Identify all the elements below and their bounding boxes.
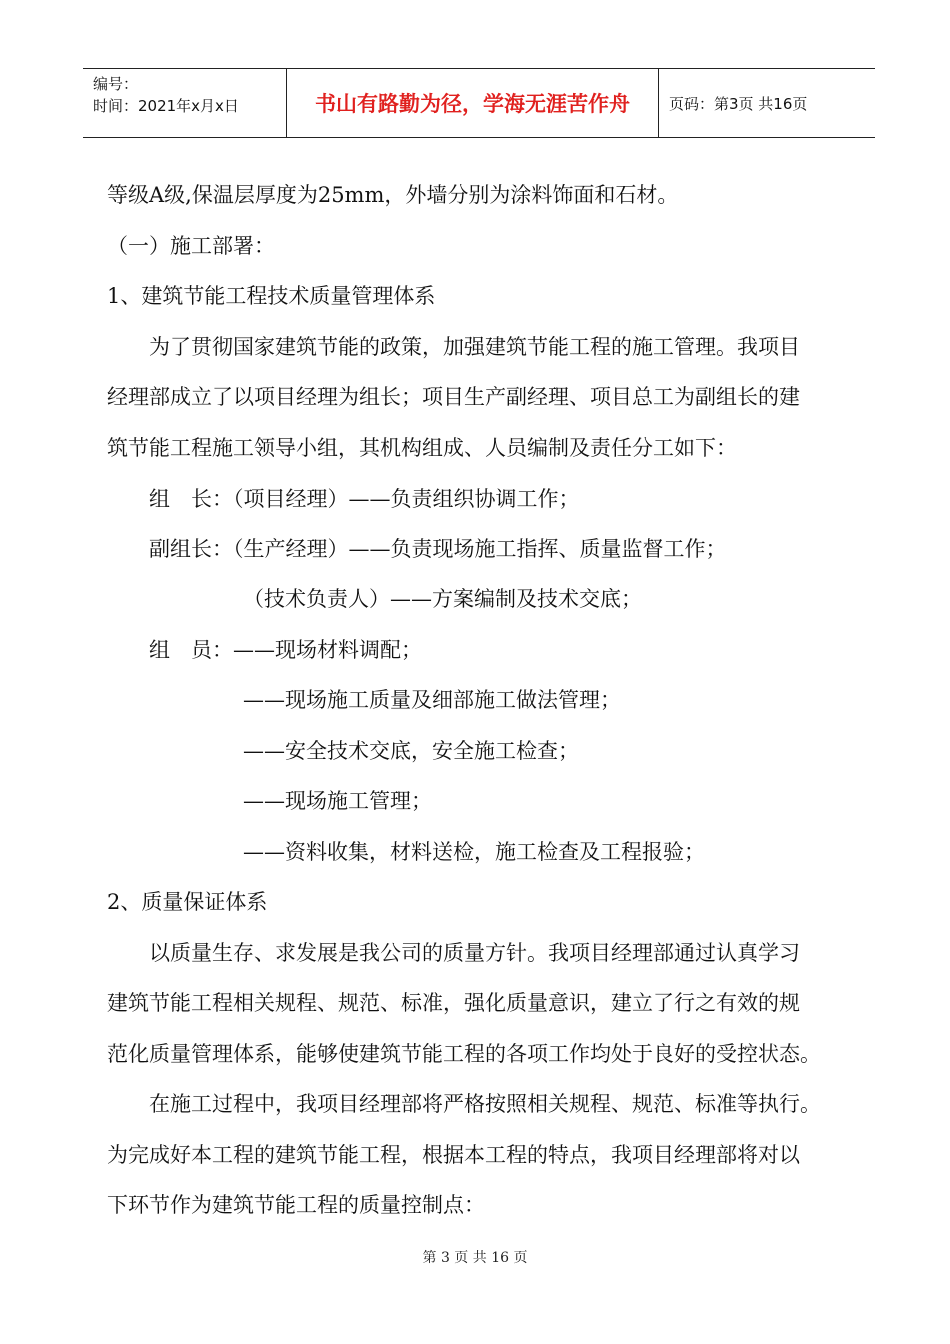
- role-line: 组 员：——现场材料调配；: [149, 638, 422, 662]
- header-meta: [83, 69, 286, 137]
- body-line: 为完成好本工程的建筑节能工程，根据本工程的特点，我项目经理部将对以: [107, 1143, 800, 1167]
- body-line: 下环节作为建筑节能工程的质量控制点：: [107, 1193, 485, 1217]
- role-line: 副组长：（生产经理）——负责现场施工指挥、质量监督工作；: [149, 537, 727, 561]
- page-header: [83, 68, 875, 138]
- body-line: 以质量生存、求发展是我公司的质量方针。我项目经理部通过认真学习: [149, 941, 800, 965]
- body-line: 等级A级,保温层厚度为25mm，外墙分别为涂料饰面和石材。: [107, 183, 679, 207]
- role-line: ——资料收集，材料送检，施工检查及工程报验；: [243, 840, 705, 864]
- body-line: 在施工过程中，我项目经理部将严格按照相关规程、规范、标准等执行。: [149, 1092, 821, 1116]
- body-line: 为了贯彻国家建筑节能的政策，加强建筑节能工程的施工管理。我项目: [149, 335, 800, 359]
- document-number-label: 编号：: [93, 75, 139, 93]
- subsection-heading: 2、质量保证体系: [107, 890, 268, 914]
- page-footer: 第 3 页 共 16 页: [422, 1250, 528, 1266]
- subsection-heading: 1、建筑节能工程技术质量管理体系: [107, 284, 436, 308]
- body-line: 建筑节能工程相关规程、规范、标准，强化质量意识，建立了行之有效的规: [107, 991, 800, 1015]
- body-line: 经理部成立了以项目经理为组长；项目生产副经理、项目总工为副组长的建: [107, 385, 800, 409]
- section-heading: （一）施工部署：: [107, 234, 275, 258]
- role-line: （技术负责人）——方案编制及技术交底；: [243, 587, 642, 611]
- role-line: 组 长：（项目经理）——负责组织协调工作；: [149, 487, 580, 511]
- body-line: 范化质量管理体系，能够使建筑节能工程的各项工作均处于良好的受控状态。: [107, 1042, 821, 1066]
- document-time-label: 时间：2021年x月x日: [93, 97, 239, 115]
- body-line: 筑节能工程施工领导小组，其机构组成、人员编制及责任分工如下：: [107, 436, 737, 460]
- header-page-info: 页码：第3页 共16页: [669, 94, 808, 113]
- role-line: ——现场施工管理；: [243, 789, 432, 813]
- role-line: ——现场施工质量及细部施工做法管理；: [243, 688, 621, 712]
- role-line: ——安全技术交底，安全施工检查；: [243, 739, 579, 763]
- header-motto: 书山有路勤为径，学海无涯苦作舟: [286, 69, 659, 137]
